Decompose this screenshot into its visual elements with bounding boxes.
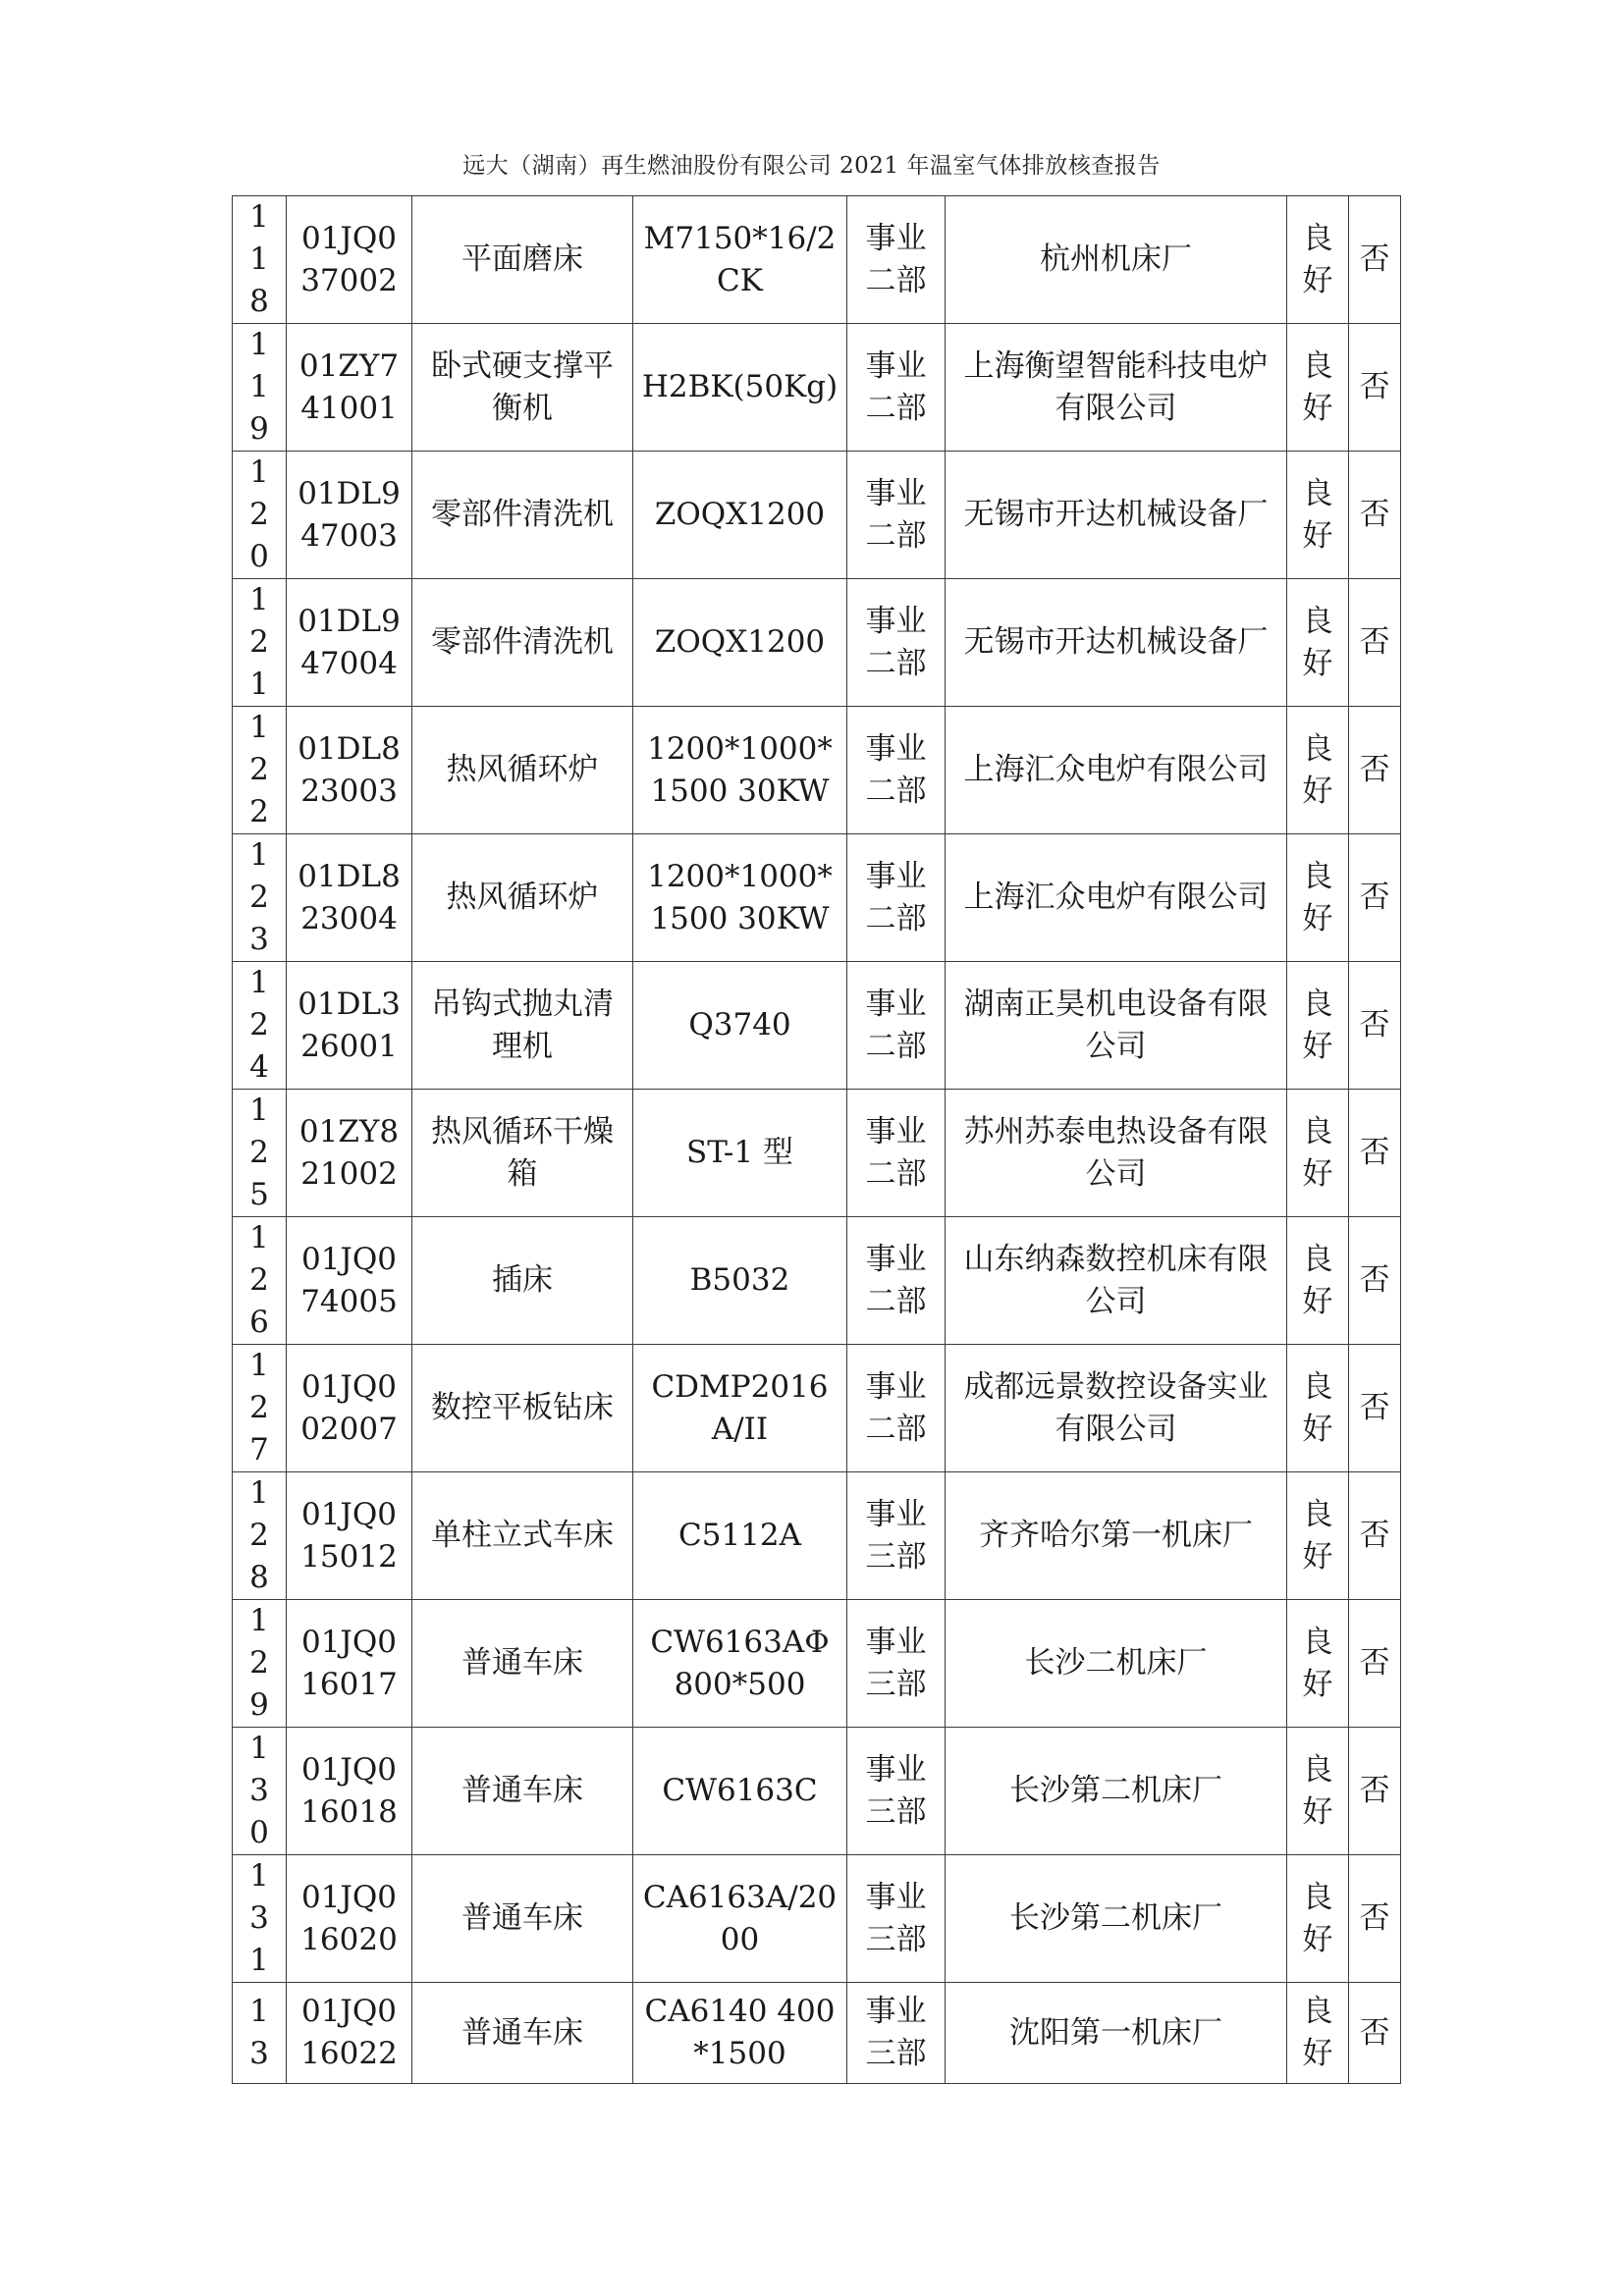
table-row [233, 1600, 1401, 1728]
equipment-model-cell: CW6163AΦ800*500 [633, 1600, 847, 1728]
condition-status-cell: 良好 [1287, 1090, 1349, 1217]
equipment-table-body [233, 196, 1401, 2084]
equipment-name-cell: 零部件清洗机 [412, 579, 633, 707]
equipment-code-cell: 01DL823004 [287, 834, 412, 962]
row-number-digit: 1 [249, 1731, 269, 1766]
department-cell: 事业三部 [847, 1728, 946, 1855]
table-row [233, 1090, 1401, 1217]
row-number-digit: 7 [249, 1432, 269, 1468]
row-number-cell [233, 196, 287, 324]
manufacturer-cell: 湖南正昊机电设备有限公司 [946, 962, 1287, 1090]
row-number-digit: 1 [249, 199, 269, 235]
row-number-cell [233, 324, 287, 452]
row-number-digit: 9 [249, 1687, 269, 1723]
row-number-cell [233, 1472, 287, 1600]
row-number-cell [233, 834, 287, 962]
condition-status-cell: 良好 [1287, 834, 1349, 962]
flag-cell: 否 [1349, 834, 1401, 962]
row-number-cell [233, 1983, 287, 2084]
equipment-code-cell: 01JQ037002 [287, 196, 412, 324]
equipment-name-cell: 单柱立式车床 [412, 1472, 633, 1600]
row-number-digit: 1 [249, 1943, 269, 1978]
row-number-digit: 6 [249, 1305, 269, 1340]
row-number-digit: 3 [249, 1900, 269, 1936]
row-number-digit: 9 [249, 411, 269, 447]
manufacturer-cell: 上海汇众电炉有限公司 [946, 707, 1287, 834]
row-number-digit: 2 [249, 1390, 269, 1425]
equipment-model-cell: 1200*1000*1500 30KW [633, 707, 847, 834]
condition-status-cell: 良好 [1287, 1217, 1349, 1345]
manufacturer-cell: 无锡市开达机械设备厂 [946, 452, 1287, 579]
row-number-digit: 3 [249, 1773, 269, 1808]
table-row [233, 962, 1401, 1090]
equipment-code-cell: 01JQ016018 [287, 1728, 412, 1855]
manufacturer-cell: 无锡市开达机械设备厂 [946, 579, 1287, 707]
equipment-model-cell: M7150*16/2CK [633, 196, 847, 324]
row-number-digit: 8 [249, 284, 269, 319]
manufacturer-cell: 沈阳第一机床厂 [946, 1983, 1287, 2084]
row-number-digit: 2 [249, 624, 269, 660]
equipment-model-cell: ST-1 型 [633, 1090, 847, 1217]
row-number-digit: 1 [249, 327, 269, 362]
equipment-code-cell: 01JQ016022 [287, 1983, 412, 2084]
manufacturer-cell: 苏州苏泰电热设备有限公司 [946, 1090, 1287, 1217]
equipment-name-cell: 热风循环干燥箱 [412, 1090, 633, 1217]
equipment-code-cell: 01DL326001 [287, 962, 412, 1090]
equipment-code-cell: 01DL823003 [287, 707, 412, 834]
department-cell: 事业二部 [847, 707, 946, 834]
row-number-cell [233, 707, 287, 834]
equipment-code-cell: 01JQ015012 [287, 1472, 412, 1600]
row-number-cell [233, 579, 287, 707]
row-number-cell [233, 1855, 287, 1983]
row-number-digit: 1 [249, 1994, 269, 2029]
row-number-digit: 1 [249, 837, 269, 873]
department-cell: 事业二部 [847, 834, 946, 962]
row-number-digit: 1 [249, 1093, 269, 1128]
row-number-digit: 3 [249, 2036, 269, 2071]
condition-status-cell: 良好 [1287, 1983, 1349, 2084]
row-number-digit: 2 [249, 1135, 269, 1170]
manufacturer-cell: 成都远景数控设备实业有限公司 [946, 1345, 1287, 1472]
equipment-model-cell: C5112A [633, 1472, 847, 1600]
row-number-digit: 4 [249, 1049, 269, 1085]
equipment-code-cell: 01JQ016020 [287, 1855, 412, 1983]
flag-cell: 否 [1349, 1855, 1401, 1983]
flag-cell: 否 [1349, 196, 1401, 324]
condition-status-cell: 良好 [1287, 1345, 1349, 1472]
row-number-cell [233, 1090, 287, 1217]
row-number-cell [233, 452, 287, 579]
equipment-name-cell: 普通车床 [412, 1855, 633, 1983]
equipment-name-cell: 插床 [412, 1217, 633, 1345]
table-row [233, 1728, 1401, 1855]
department-cell: 事业二部 [847, 579, 946, 707]
equipment-code-cell: 01JQ074005 [287, 1217, 412, 1345]
condition-status-cell: 良好 [1287, 1728, 1349, 1855]
table-row [233, 1472, 1401, 1600]
flag-cell: 否 [1349, 962, 1401, 1090]
row-number-digit: 1 [249, 1603, 269, 1638]
table-row [233, 707, 1401, 834]
manufacturer-cell: 长沙第二机床厂 [946, 1728, 1287, 1855]
row-number-digit: 1 [249, 369, 269, 404]
department-cell: 事业二部 [847, 196, 946, 324]
table-row [233, 452, 1401, 579]
equipment-name-cell: 普通车床 [412, 1600, 633, 1728]
condition-status-cell: 良好 [1287, 1855, 1349, 1983]
row-number-digit: 2 [249, 880, 269, 915]
equipment-name-cell: 平面磨床 [412, 196, 633, 324]
department-cell: 事业二部 [847, 1217, 946, 1345]
row-number-cell [233, 1728, 287, 1855]
flag-cell: 否 [1349, 579, 1401, 707]
equipment-name-cell: 零部件清洗机 [412, 452, 633, 579]
flag-cell: 否 [1349, 1090, 1401, 1217]
equipment-model-cell: 1200*1000*1500 30KW [633, 834, 847, 962]
table-row [233, 1983, 1401, 2084]
flag-cell: 否 [1349, 1728, 1401, 1855]
flag-cell: 否 [1349, 452, 1401, 579]
department-cell: 事业二部 [847, 1090, 946, 1217]
equipment-model-cell: CA6140 400*1500 [633, 1983, 847, 2084]
flag-cell: 否 [1349, 324, 1401, 452]
row-number-digit: 2 [249, 497, 269, 532]
table-row [233, 324, 1401, 452]
equipment-model-cell: CA6163A/2000 [633, 1855, 847, 1983]
row-number-digit: 2 [249, 752, 269, 787]
equipment-name-cell: 热风循环炉 [412, 707, 633, 834]
manufacturer-cell: 上海汇众电炉有限公司 [946, 834, 1287, 962]
table-row [233, 1855, 1401, 1983]
flag-cell: 否 [1349, 707, 1401, 834]
equipment-model-cell: CDMP2016A/II [633, 1345, 847, 1472]
row-number-digit: 2 [249, 794, 269, 829]
department-cell: 事业三部 [847, 1983, 946, 2084]
row-number-digit: 2 [249, 1007, 269, 1042]
department-cell: 事业二部 [847, 452, 946, 579]
row-number-digit: 1 [249, 667, 269, 702]
equipment-name-cell: 热风循环炉 [412, 834, 633, 962]
row-number-digit: 1 [249, 1858, 269, 1894]
table-row [233, 834, 1401, 962]
department-cell: 事业三部 [847, 1472, 946, 1600]
row-number-digit: 1 [249, 1348, 269, 1383]
row-number-cell [233, 1600, 287, 1728]
row-number-digit: 1 [249, 1220, 269, 1255]
page-header-title: 远大（湖南）再生燃油股份有限公司 2021 年温室气体排放核查报告 [462, 153, 1161, 179]
equipment-name-cell: 普通车床 [412, 1728, 633, 1855]
condition-status-cell: 良好 [1287, 324, 1349, 452]
row-number-digit: 1 [249, 454, 269, 490]
equipment-name-cell: 普通车床 [412, 1983, 633, 2084]
condition-status-cell: 良好 [1287, 452, 1349, 579]
equipment-model-cell: Q3740 [633, 962, 847, 1090]
equipment-model-cell: H2BK(50Kg) [633, 324, 847, 452]
condition-status-cell: 良好 [1287, 196, 1349, 324]
table-row [233, 196, 1401, 324]
row-number-digit: 2 [249, 1645, 269, 1681]
equipment-code-cell: 01JQ016017 [287, 1600, 412, 1728]
row-number-digit: 1 [249, 710, 269, 745]
manufacturer-cell: 山东纳森数控机床有限公司 [946, 1217, 1287, 1345]
condition-status-cell: 良好 [1287, 1472, 1349, 1600]
equipment-code-cell: 01ZY821002 [287, 1090, 412, 1217]
equipment-name-cell: 吊钩式抛丸清理机 [412, 962, 633, 1090]
row-number-digit: 1 [249, 965, 269, 1000]
equipment-model-cell: CW6163C [633, 1728, 847, 1855]
row-number-digit: 3 [249, 922, 269, 957]
table-row [233, 1217, 1401, 1345]
row-number-digit: 1 [249, 582, 269, 617]
equipment-code-cell: 01JQ002007 [287, 1345, 412, 1472]
department-cell: 事业二部 [847, 962, 946, 1090]
row-number-digit: 2 [249, 1262, 269, 1298]
row-number-cell [233, 962, 287, 1090]
equipment-model-cell: B5032 [633, 1217, 847, 1345]
condition-status-cell: 良好 [1287, 707, 1349, 834]
manufacturer-cell: 上海衡望智能科技电炉有限公司 [946, 324, 1287, 452]
equipment-name-cell: 卧式硬支撑平衡机 [412, 324, 633, 452]
equipment-model-cell: ZOQX1200 [633, 579, 847, 707]
flag-cell: 否 [1349, 1600, 1401, 1728]
flag-cell: 否 [1349, 1983, 1401, 2084]
equipment-model-cell: ZOQX1200 [633, 452, 847, 579]
table-row [233, 1345, 1401, 1472]
department-cell: 事业二部 [847, 324, 946, 452]
flag-cell: 否 [1349, 1345, 1401, 1472]
manufacturer-cell: 杭州机床厂 [946, 196, 1287, 324]
row-number-digit: 8 [249, 1560, 269, 1595]
condition-status-cell: 良好 [1287, 962, 1349, 1090]
row-number-digit: 1 [249, 241, 269, 277]
row-number-digit: 0 [249, 1815, 269, 1850]
manufacturer-cell: 齐齐哈尔第一机床厂 [946, 1472, 1287, 1600]
equipment-code-cell: 01DL947003 [287, 452, 412, 579]
equipment-code-cell: 01DL947004 [287, 579, 412, 707]
department-cell: 事业三部 [847, 1855, 946, 1983]
table-row [233, 579, 1401, 707]
manufacturer-cell: 长沙二机床厂 [946, 1600, 1287, 1728]
flag-cell: 否 [1349, 1472, 1401, 1600]
row-number-digit: 5 [249, 1177, 269, 1212]
equipment-table [232, 195, 1401, 2084]
row-number-cell [233, 1217, 287, 1345]
row-number-digit: 2 [249, 1518, 269, 1553]
manufacturer-cell: 长沙第二机床厂 [946, 1855, 1287, 1983]
condition-status-cell: 良好 [1287, 1600, 1349, 1728]
flag-cell: 否 [1349, 1217, 1401, 1345]
row-number-cell [233, 1345, 287, 1472]
row-number-digit: 1 [249, 1475, 269, 1511]
equipment-code-cell: 01ZY741001 [287, 324, 412, 452]
department-cell: 事业三部 [847, 1600, 946, 1728]
equipment-name-cell: 数控平板钻床 [412, 1345, 633, 1472]
row-number-digit: 0 [249, 539, 269, 574]
department-cell: 事业二部 [847, 1345, 946, 1472]
condition-status-cell: 良好 [1287, 579, 1349, 707]
